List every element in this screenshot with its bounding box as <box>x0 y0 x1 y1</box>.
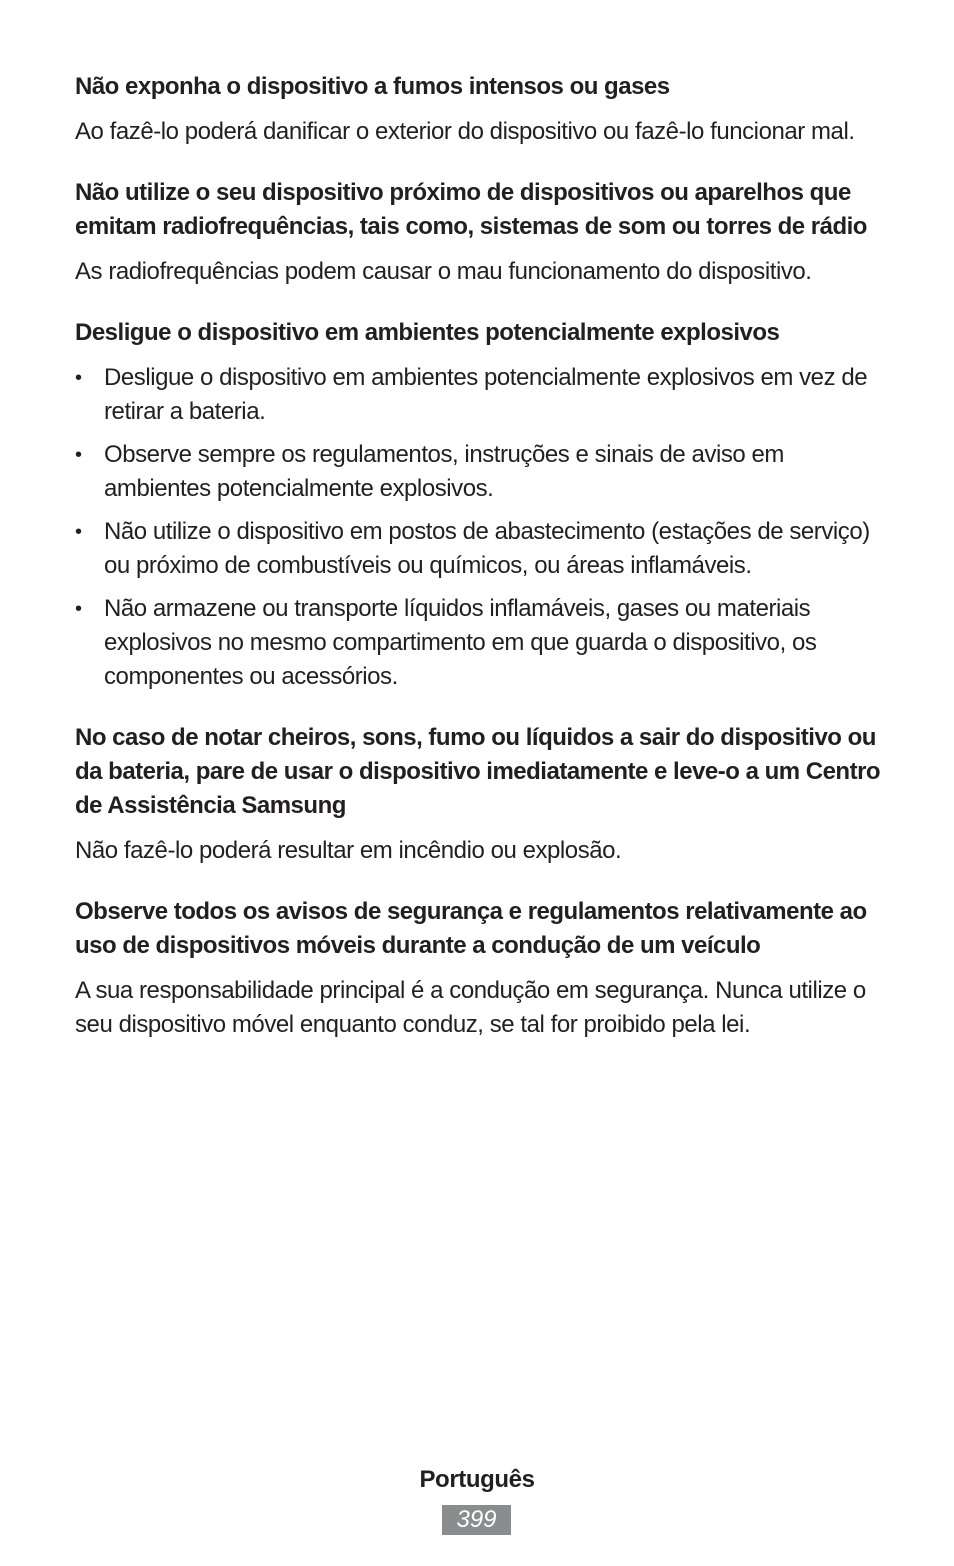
bullet-icon: • <box>75 598 82 620</box>
list-item-text: Não armazene ou transporte líquidos inflamáveis, gases ou materiais explosivos no mesmo compartimento em que guarda o dispositivo, os componentes ou acessórios. <box>104 595 817 690</box>
list-item-text: Desligue o dispositivo em ambientes potencialmente explosivos em vez de retirar a bateria. <box>104 364 868 425</box>
section-body: Ao fazê-lo poderá danificar o exterior do dispositivo ou fazê-lo funcionar mal. <box>75 118 855 145</box>
section-fumes-gases <box>75 70 885 149</box>
document-page <box>75 70 885 1042</box>
bullet-icon: • <box>75 521 82 543</box>
section-explosive-environments <box>75 316 885 694</box>
section-body: A sua responsabilidade principal é a condução em segurança. Nunca utilize o seu dispositivo móvel enquanto conduz, se tal for proibido pela lei. <box>75 977 866 1038</box>
section-heading: Não utilize o seu dispositivo próximo de dispositivos ou aparelhos que emitam radiofrequências, tais como, sistemas de som ou torres de rádio <box>75 179 867 240</box>
page-number: 399 <box>442 1505 511 1535</box>
section-radio-frequencies <box>75 176 885 289</box>
section-body: Não fazê-lo poderá resultar em incêndio ou explosão. <box>75 837 622 864</box>
footer-language: Português <box>419 1466 535 1493</box>
list-item <box>75 438 885 506</box>
bullet-icon: • <box>75 367 82 389</box>
list-item-text: Não utilize o dispositivo em postos de abastecimento (estações de serviço) ou próximo de combustíveis ou químicos, ou áreas inflamáveis. <box>104 518 870 579</box>
list-item-text: Observe sempre os regulamentos, instruções e sinais de aviso em ambientes potencialmente explosivos. <box>104 441 784 502</box>
section-heading: Observe todos os avisos de segurança e regulamentos relativamente ao uso de dispositivos móveis durante a condução de um veículo <box>75 898 867 959</box>
list-item <box>75 515 885 583</box>
section-heading: No caso de notar cheiros, sons, fumo ou líquidos a sair do dispositivo ou da bateria, pare de usar o dispositivo imediatamente e leve-o a um Centro de Assistência Samsung <box>75 724 881 819</box>
section-driving <box>75 895 885 1042</box>
list-item <box>75 361 885 429</box>
section-body: As radiofrequências podem causar o mau funcionamento do dispositivo. <box>75 258 812 285</box>
bullet-icon: • <box>75 444 82 466</box>
section-smells-smoke <box>75 721 885 868</box>
section-heading: Desligue o dispositivo em ambientes potencialmente explosivos <box>75 319 780 346</box>
bullet-list <box>75 361 885 694</box>
list-item <box>75 592 885 694</box>
section-heading: Não exponha o dispositivo a fumos intensos ou gases <box>75 73 670 100</box>
